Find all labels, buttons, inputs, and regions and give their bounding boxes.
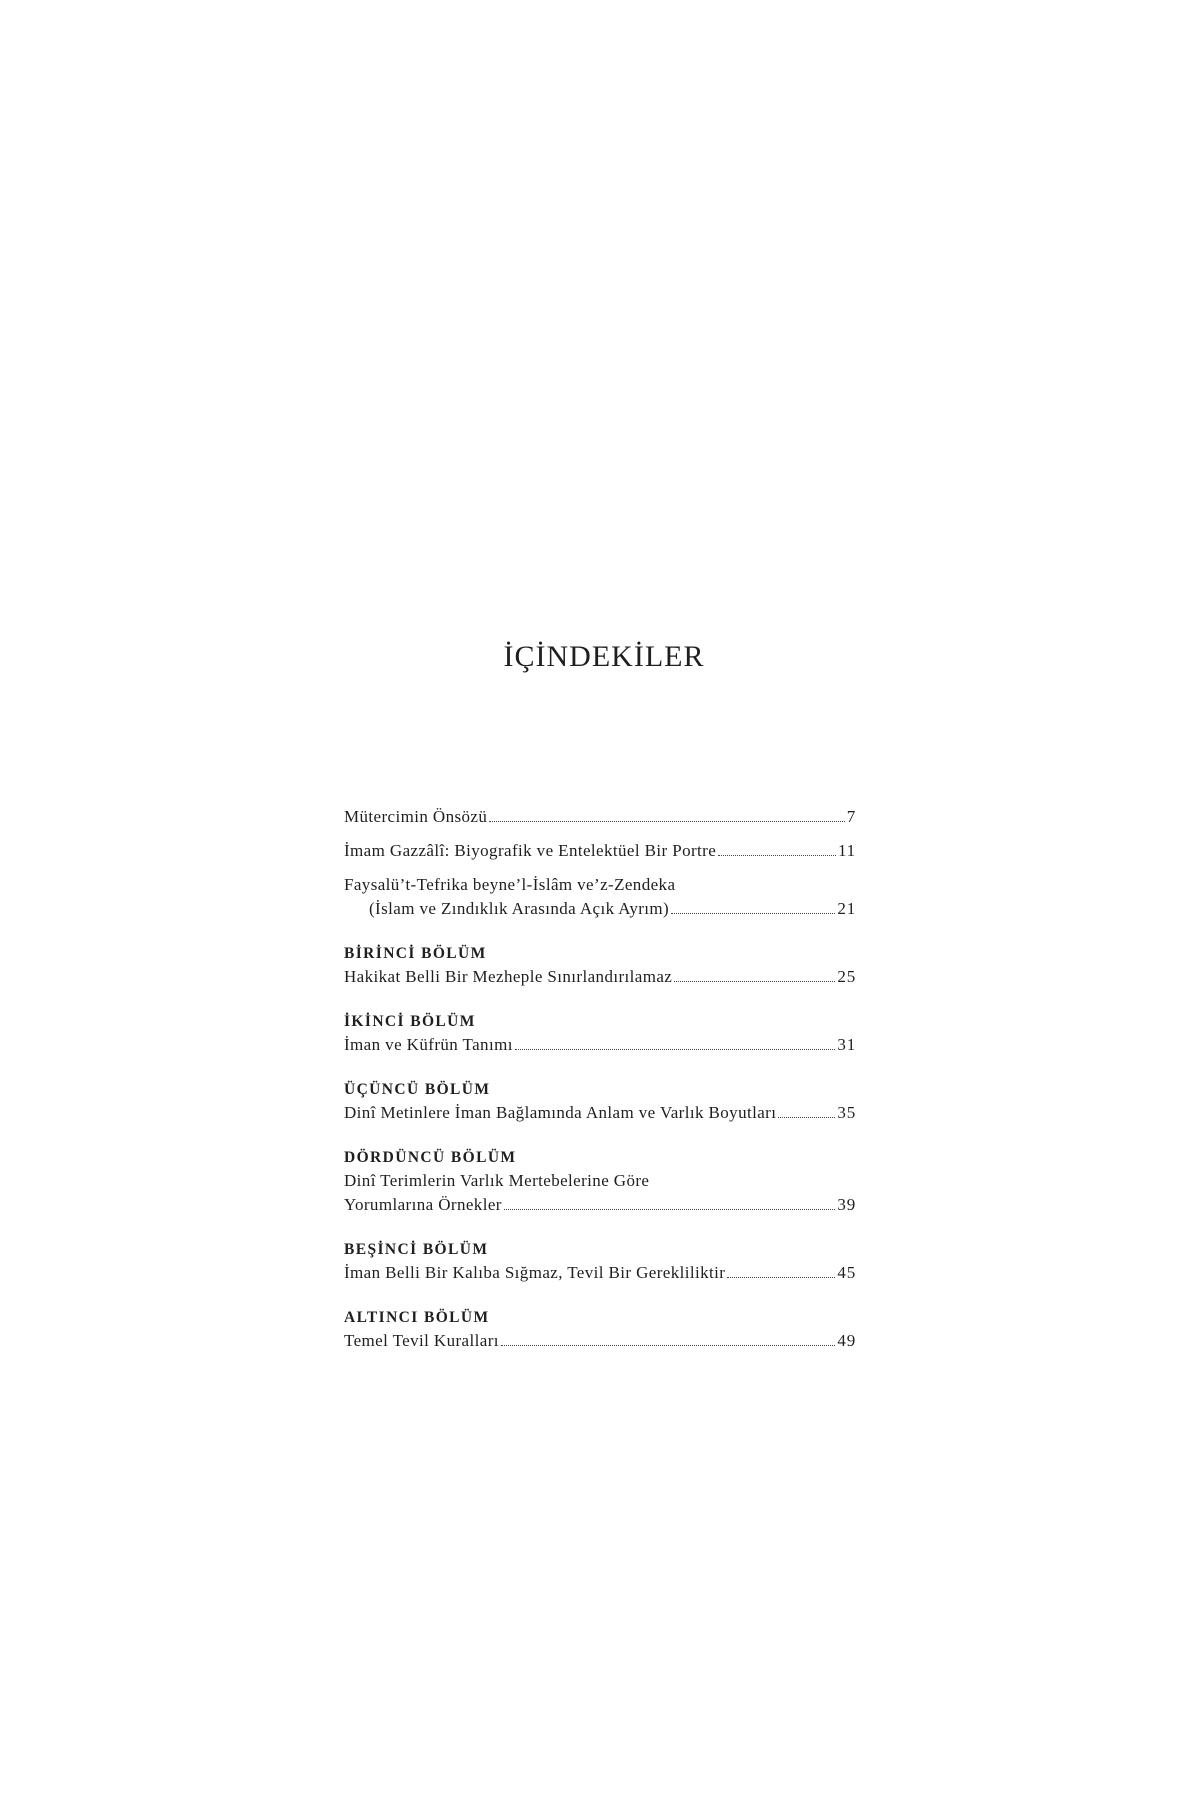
- dot-leader: [727, 1277, 835, 1278]
- toc-entry: [344, 805, 856, 829]
- toc-line[interactable]: [344, 1033, 856, 1057]
- toc-entry-subtitle: (İslam ve Zındıklık Arasında Açık Ayrım): [369, 899, 670, 918]
- toc-chapter: [344, 1147, 856, 1217]
- toc-chapter: [344, 1079, 856, 1125]
- toc-page-number: 21: [837, 899, 856, 918]
- dot-leader: [515, 1049, 836, 1050]
- chapter-heading: İKİNCİ BÖLÜM: [344, 1013, 476, 1030]
- toc-line[interactable]: [344, 839, 856, 863]
- dot-leader: [504, 1209, 836, 1210]
- chapter-heading: BİRİNCİ BÖLÜM: [344, 945, 487, 962]
- toc-chapter: [344, 943, 856, 989]
- toc-entry-title: Hakikat Belli Bir Mezheple Sınırlandırılamaz: [344, 967, 673, 986]
- toc-entry-title: İman ve Küfrün Tanımı: [344, 1035, 513, 1054]
- toc-chapter: [344, 1239, 856, 1285]
- toc-entry-title[interactable]: Dinî Terimlerin Varlık Mertebelerine Göre: [344, 1171, 650, 1190]
- toc-entry: [344, 839, 856, 863]
- toc-page-number: 39: [837, 1195, 856, 1214]
- toc-page-number: 7: [846, 807, 856, 826]
- toc-entry-title[interactable]: Faysalü’t-Tefrika beyne’l-İslâm ve’z-Zendeka: [344, 875, 676, 894]
- toc-entry-title: Temel Tevil Kuralları: [344, 1331, 499, 1350]
- toc-line[interactable]: [344, 897, 856, 921]
- toc-entry-title: Mütercimin Önsözü: [344, 807, 488, 826]
- toc-chapter: [344, 1011, 856, 1057]
- table-of-contents: [344, 805, 856, 1363]
- toc-page-number: 35: [837, 1103, 856, 1122]
- chapter-heading: DÖRDÜNCÜ BÖLÜM: [344, 1149, 517, 1166]
- dot-leader: [501, 1345, 836, 1346]
- toc-line[interactable]: [344, 1193, 856, 1217]
- toc-entry: [344, 873, 856, 921]
- toc-page-number: 31: [837, 1035, 856, 1054]
- dot-leader: [671, 913, 835, 914]
- toc-chapter: [344, 1307, 856, 1353]
- toc-entry-title: İman Belli Bir Kalıba Sığmaz, Tevil Bir Gerekliliktir: [344, 1263, 726, 1282]
- toc-line[interactable]: [344, 1329, 856, 1353]
- toc-page-number: 11: [838, 841, 856, 860]
- toc-page-number: 45: [837, 1263, 856, 1282]
- toc-line[interactable]: [344, 805, 856, 829]
- chapter-heading: BEŞİNCİ BÖLÜM: [344, 1241, 489, 1258]
- dot-leader: [489, 821, 844, 822]
- chapter-heading: ÜÇÜNCÜ BÖLÜM: [344, 1081, 491, 1098]
- toc-entry-title: Dinî Metinlere İman Bağlamında Anlam ve Varlık Boyutları: [344, 1103, 777, 1122]
- toc-entry-title-continued: Yorumlarına Örnekler: [344, 1195, 502, 1214]
- toc-line[interactable]: [344, 1261, 856, 1285]
- dot-leader: [778, 1117, 835, 1118]
- toc-entry-title: İmam Gazzâlî: Biyografik ve Entelektüel Bir Portre: [344, 841, 717, 860]
- dot-leader: [674, 981, 835, 982]
- toc-line[interactable]: [344, 1101, 856, 1125]
- toc-page-number: 25: [837, 967, 856, 986]
- toc-line[interactable]: [344, 965, 856, 989]
- chapter-heading: ALTINCI BÖLÜM: [344, 1309, 490, 1326]
- dot-leader: [718, 855, 836, 856]
- toc-page-number: 49: [837, 1331, 856, 1350]
- page-title: İÇİNDEKİLER: [503, 640, 705, 673]
